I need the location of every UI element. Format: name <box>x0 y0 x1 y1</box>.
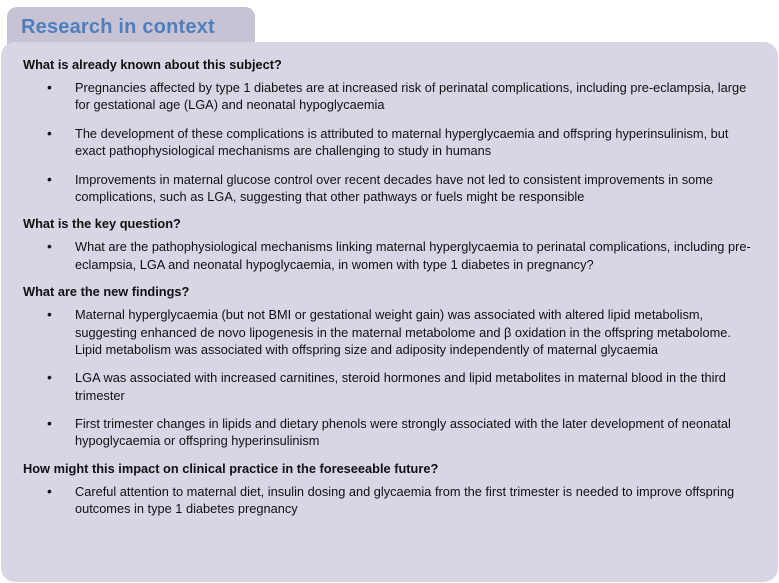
section-heading-new-findings: What are the new findings? <box>23 284 190 300</box>
bullet-item: • The development of these complications is attributed to maternal hyperglycaemia and offspring hyperinsulinism, but exact pathophysiological mechanisms are challenging to study in humans <box>47 125 752 160</box>
bullet-item: • Maternal hyperglycaemia (but not BMI or gestational weight gain) was associated with altered lipid metabolism, suggesting enhanced de novo lipogenesis in the maternal metabolome and β oxidation in the offspring metabolome. Lipid metabolism was associated with offspring size and adiposity independently of maternal glycaemia <box>47 306 752 358</box>
section-heading-clinical-practice: How might this impact on clinical practice in the foreseeable future? <box>23 460 439 476</box>
bullet-list-already-known <box>23 79 752 205</box>
bullet-item: • Improvements in maternal glucose control over recent decades have not led to consistent improvements in some complications, such as LGA, suggesting that other pathways or fuels might be responsible <box>47 171 752 206</box>
research-in-context-box <box>1 42 778 582</box>
bullet-item: • LGA was associated with increased carnitines, steroid hormones and lipid metabolites in maternal blood in the third trimester <box>47 369 752 404</box>
bullet-list-new-findings <box>23 306 752 450</box>
bullet-item: • What are the pathophysiological mechanisms linking maternal hyperglycaemia to perinatal complications, including pre-eclampsia, LGA and neonatal hypoglycaemia, in women with type 1 diabetes in pregnancy? <box>47 238 752 273</box>
bullet-item: • Careful attention to maternal diet, insulin dosing and glycaemia from the first trimester is needed to improve offspring outcomes in type 1 diabetes pregnancy <box>47 483 752 518</box>
bullet-item: • Pregnancies affected by type 1 diabetes are at increased risk of perinatal complications, including pre-eclampsia, large for gestational age (LGA) and neonatal hypoglycaemia <box>47 79 752 114</box>
box-content <box>1 42 778 537</box>
section-heading-key-question: What is the key question? <box>23 216 181 232</box>
bullet-list-clinical-practice <box>23 483 752 518</box>
box-title: Research in context <box>21 16 215 38</box>
section-heading-already-known: What is already known about this subject? <box>23 57 282 72</box>
bullet-item: • First trimester changes in lipids and dietary phenols were strongly associated with the later development of neonatal hypoglycaemia or offspring hyperinsulinism <box>47 415 752 450</box>
bullet-list-key-question <box>23 238 752 273</box>
